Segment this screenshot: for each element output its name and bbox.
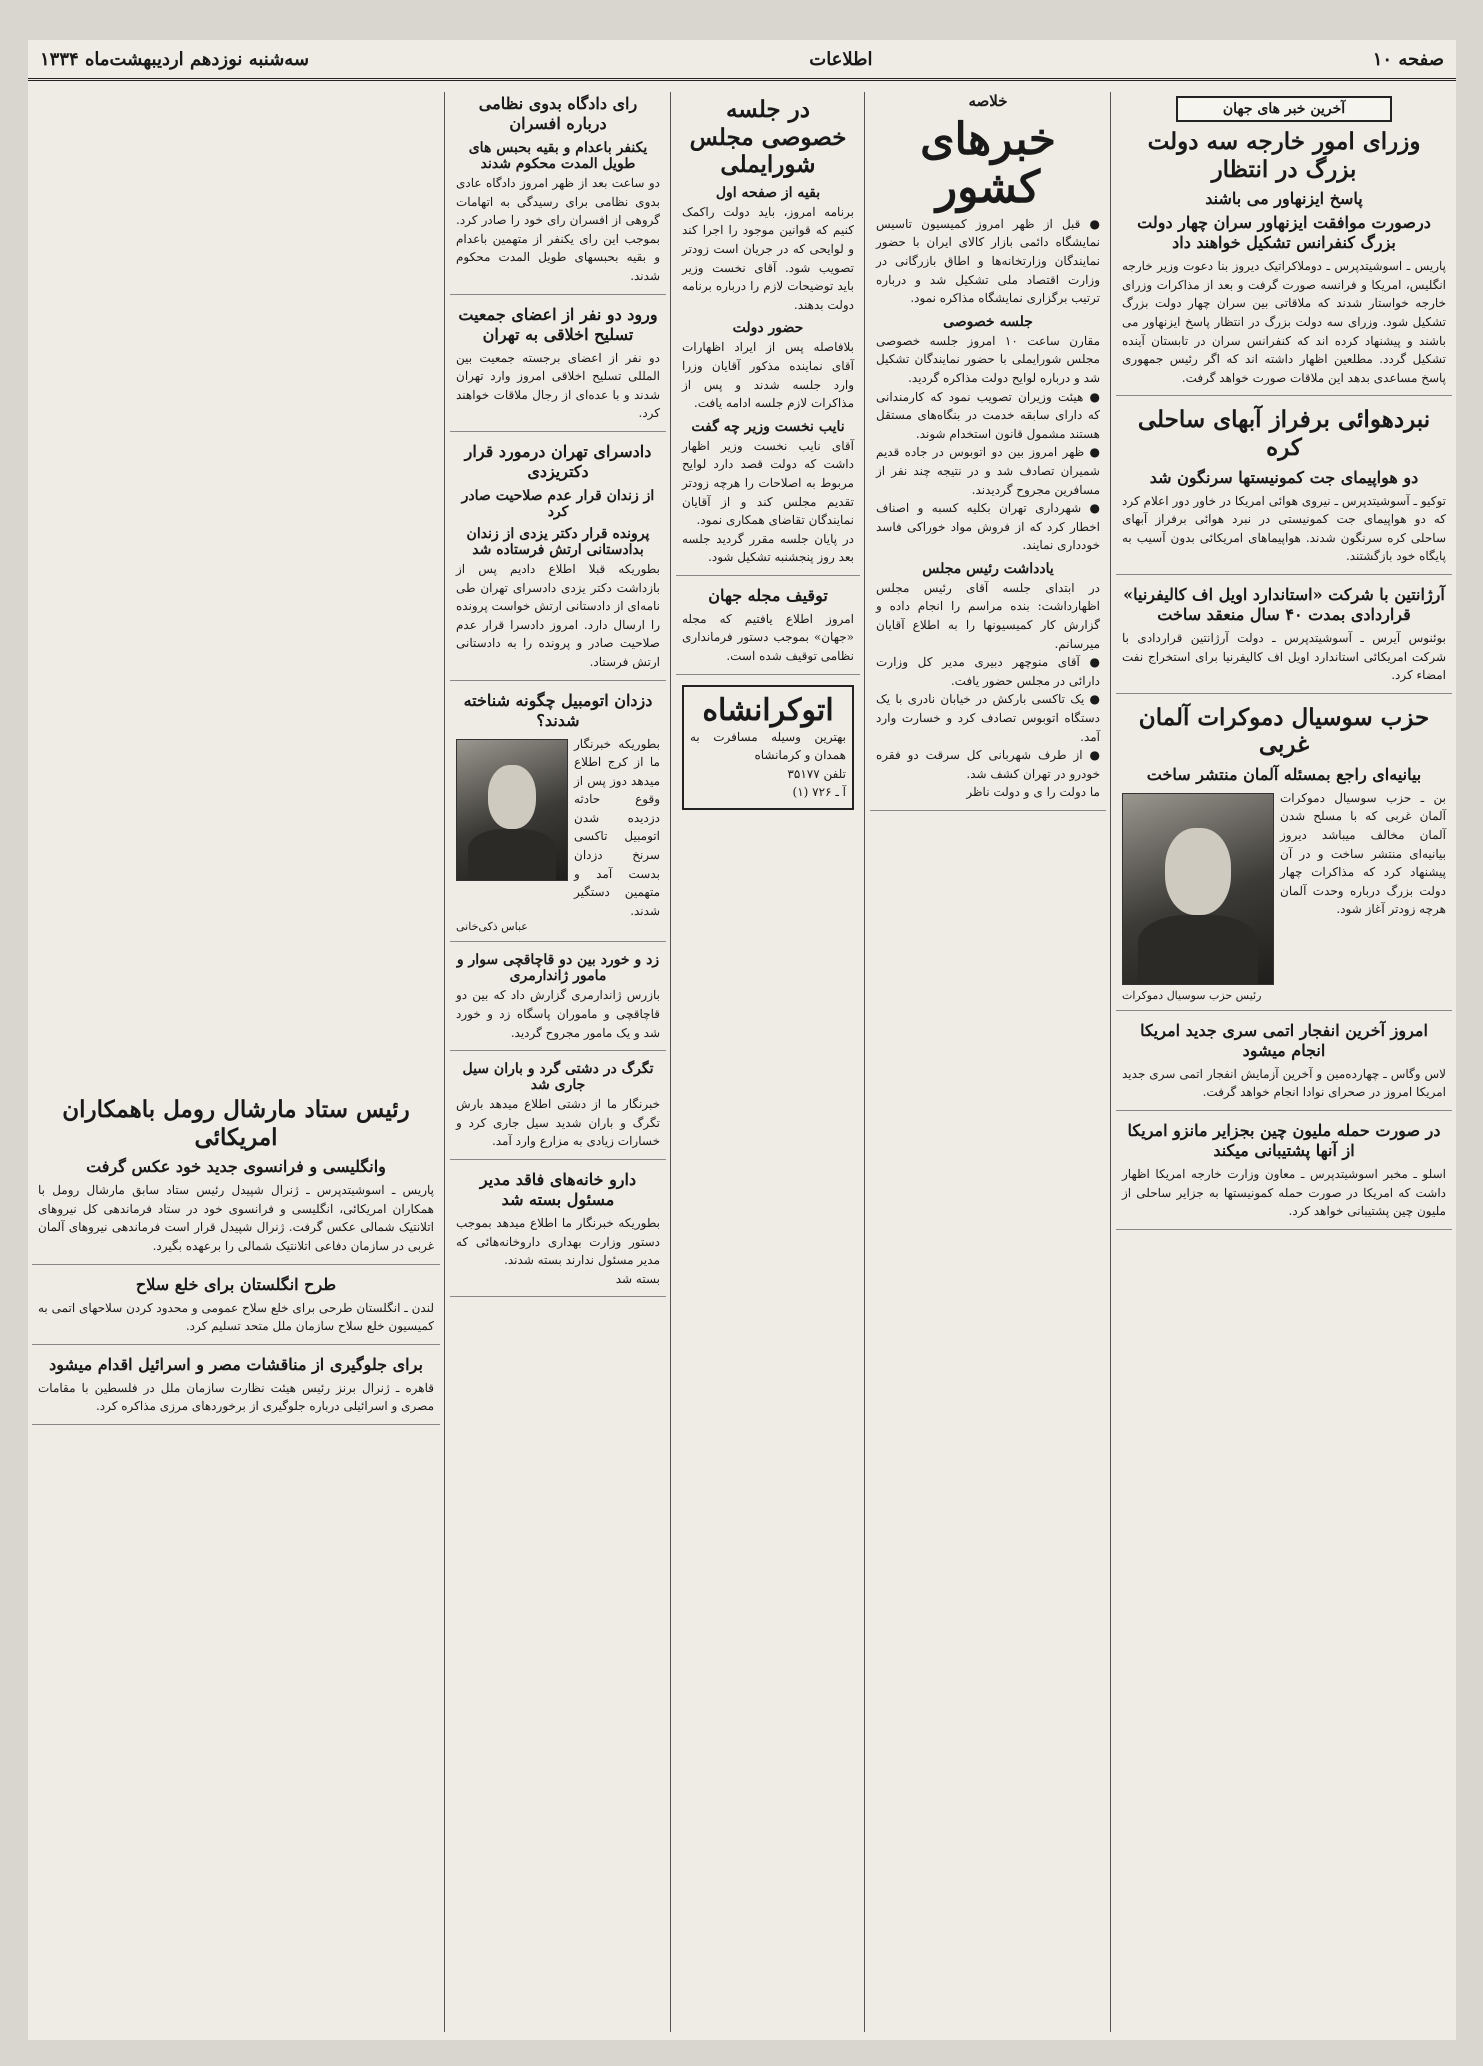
advertisement bbox=[682, 685, 854, 810]
section-title: خبرهای کشور bbox=[920, 114, 1056, 214]
brief: ● یک تاکسی بارکش در خیابان نادری با یک دستگاه اتوبوس تصادف کرد و خسارت وارد آمد. bbox=[876, 692, 1100, 744]
column-rule bbox=[444, 92, 445, 2032]
column-rule bbox=[864, 92, 865, 2032]
article-body: اسلو ـ مخبر اسوشیتدپرس ـ معاون وزارت خارجه امریکا اظهار داشت که امریکا در صورت حمله کمونیستها به جزایر ساحلی از ملیون چین پشتیبانی خواهد کرد. bbox=[1122, 1167, 1446, 1219]
article-body: توکیو ـ آسوشیتدپرس ـ نیروی هوائی امریکا در خاور دور اعلام کرد که دو هواپیمای جت کمونیستی در نبرد هوائی برفراز آبهای ساحلی کره سرنگون شدند. هواپیماهای امریکائی بدون آسیب به پایگاه خود بازگشتند. bbox=[1122, 493, 1446, 564]
article-car-thieves bbox=[450, 691, 666, 943]
headline: امروز آخرین انفجار اتمی سری جدید امریکا انجام میشود bbox=[1140, 1020, 1428, 1060]
article-spd-germany bbox=[1116, 704, 1452, 1011]
column-world-news bbox=[1116, 92, 1452, 2032]
article-atomic-test bbox=[1116, 1021, 1452, 1111]
subhead: جلسه خصوصی bbox=[943, 313, 1033, 330]
article-foreign-ministers bbox=[1116, 128, 1452, 396]
page-number: صفحه ۱۰ bbox=[1372, 48, 1444, 70]
footer-line: ما دولت را ی و دولت ناظر bbox=[966, 785, 1100, 800]
brief: ● قبل از ظهر امروز کمیسیون تاسیس نمایشگاه دائمی بازار کالای ایران با حضور نمایندگان وزارتخانه‌ها و اطاق بازرگانی در وزارت اقتصاد ملی تشکیل شد و درباره ترتیب برگزاری نمایشگاه مذاکره نمود. bbox=[876, 216, 1100, 306]
column-majlis-session bbox=[676, 92, 860, 2032]
article-jahan-magazine bbox=[676, 586, 860, 675]
ad-phone: تلفن ۳۵۱۷۷ bbox=[787, 766, 846, 781]
ad-code: آ ـ ۷۲۶ (۱) bbox=[792, 785, 846, 800]
headline: رای دادگاه بدوی نظامی درباره افسران bbox=[478, 94, 638, 133]
subheadline: از زندان قرار عدم صلاحیت صادر کرد bbox=[461, 487, 655, 520]
subheadline: یکنفر باعدام و بقیه بحبس های طویل المدت محکوم شدند bbox=[468, 140, 648, 172]
article-matsu-islands bbox=[1116, 1121, 1452, 1230]
article-body: دو نفر از اعضای برجسته جمعیت بین المللی تسلیح اخلاقی امروز وارد تهران شدند و با عده‌ای از رجال ملاقات خواهند کرد. bbox=[456, 350, 660, 421]
subhead: نایب نخست وزیر چه گفت bbox=[691, 418, 845, 435]
brief: ● از طرف شهربانی کل سرقت دو فقره خودرو در تهران کشف شد. bbox=[876, 748, 1100, 781]
article-smugglers-clash bbox=[450, 952, 666, 1051]
issue-date: سه‌شنبه نوزدهم اردیبهشت‌ماه ۱۳۳۴ bbox=[40, 48, 310, 70]
section-box: آخرین خبر های جهان bbox=[1176, 96, 1392, 122]
paper-name: اطلاعات bbox=[809, 48, 873, 70]
portrait-photo bbox=[456, 739, 568, 881]
headline: آرژانتین با شرکت «استاندارد اویل اف کالیفرنیا» قراردادی بمدت ۴۰ سال منعقد ساخت bbox=[1123, 584, 1445, 624]
headline: برای جلوگیری از مناقشات مصر و اسرائیل اقدام میشود bbox=[49, 1354, 423, 1374]
article-body: بطوریکه خبرنگار ما اطلاع میدهد بموجب دستور وزارت بهداری داروخانه‌هائی که مدیر مسئول ندارند بسته شدند. bbox=[456, 1216, 660, 1268]
photo-caption: رئیس حزب سوسیال دموکرات bbox=[1122, 988, 1262, 1002]
article-body: لندن ـ انگلستان طرحی برای خلع سلاح عمومی و محدود کردن سلاحهای اتمی به کمیسیون خلع سلاح سازمان ملل متحد تسلیم کرد. bbox=[38, 1300, 434, 1334]
subheadline: پرونده قرار دکتر یزدی از زندان بدادستانی ارتش فرستاده شد bbox=[466, 525, 650, 558]
column-world-wide bbox=[32, 92, 440, 2032]
article-body: امروز اطلاع یافتیم که مجله «جهان» بموجب دستور فرمانداری نظامی توقیف شده است. bbox=[682, 611, 854, 664]
article-body: آقای نایب نخست وزیر اظهار داشت که دولت قصد دارد لوایح مربوط به اصلاحات را هرچه زودتر تقدیم مجلس کند و از آقایان نمایندگان تقاضای همکاری نمود. bbox=[682, 438, 854, 528]
article-body: در پایان جلسه مقرر گردید جلسه بعد روز پنجشنبه تشکیل شود. bbox=[682, 531, 854, 565]
subheadline: درصورت موافقت ایزنهاور سران چهار دولت بزرگ کنفرانس تشکیل خواهند داد bbox=[1137, 213, 1431, 253]
article-hail-flood bbox=[450, 1061, 666, 1160]
article-korea-air-battle bbox=[1116, 406, 1452, 575]
article-military-court bbox=[450, 94, 666, 295]
newspaper-page bbox=[28, 40, 1456, 2040]
continuation-note: بقیه از صفحه اول bbox=[715, 184, 821, 201]
portrait-photo bbox=[1122, 793, 1274, 985]
headline: حزب سوسیال دموکرات آلمان غربی bbox=[1138, 703, 1430, 759]
article-body: بطوریکه قبلا اطلاع دادیم پس از بازداشت دکتر یزدی دادسرای تهران طی نامه‌ای از دادستانی ارتش خواست پرونده را ارسال دارد. امروز دادسرا قرار عدم صلاحیت صادر و پرونده را به دادستانی ارتش فرستاد. bbox=[456, 561, 660, 669]
headline: نبردهوائی برفراز آبهای ساحلی کره bbox=[1137, 406, 1431, 461]
headline: وزرای امور خارجه سه دولت بزرگ در انتظار bbox=[1147, 128, 1421, 183]
article-end: بسته شد bbox=[615, 1271, 660, 1286]
brief: ● شهرداری تهران بکلیه کسبه و اصناف اخطار کرد که از فروش مواد خوراکی فاسد خودداری نمایند. bbox=[876, 501, 1100, 553]
article-body: برنامه امروز، باید دولت راکمک کنیم که قوانین موجود را اجرا کند و لوایحی که در جریان است زودتر تصویب شود. آقای نخست وزیر باید توضیحات لازم را درباره برنامه دولت بدهند. bbox=[682, 204, 854, 312]
brief: مقارن ساعت ۱۰ امروز جلسه خصوصی مجلس شورایملی با حضور نمایندگان تشکیل شد و درباره لوایح دولت مذاکره گردید. bbox=[876, 333, 1100, 385]
headline: دزدان اتومبیل چگونه شناخته شدند؟ bbox=[463, 690, 653, 730]
subhead: حضور دولت bbox=[732, 320, 804, 337]
article-body: دو ساعت بعد از ظهر امروز دادگاه عادی بدوی نظامی برای رسیدگی به اتهامات گروهی از افسران رای خود را صادر کرد. بموجب این رای یکنفر از متهمین باعدام و بقیه بحبسهای طویل المدت محکوم شدند. bbox=[456, 176, 660, 283]
brief: ● آقای منوچهر دبیری مدیر کل وزارت دارائی در مجلس حضور یافت. bbox=[876, 655, 1100, 688]
column-rule bbox=[670, 92, 671, 2032]
column-court-news bbox=[450, 92, 666, 2032]
brief: ● هیئت وزیران تصویب نمود که کارمندانی که دارای سابقه خدمت در بنگاه‌های مستقل هستند مشمول قانون استخدام شوند. bbox=[876, 389, 1100, 441]
article-majlis bbox=[676, 96, 860, 576]
headline: دادسرای تهران درمورد قرار دکتریزدی bbox=[464, 441, 652, 481]
headline: ورود دو نفر از اعضای جمعیت تسلیح اخلاقی به تهران bbox=[458, 304, 658, 344]
article-rommel-chief bbox=[32, 1096, 440, 1265]
article-body: بلافاصله پس از ایراد اظهارات آقای نماینده مذکور آقایان وزرا وارد جلسه شدند و پس از مذاکرات لازم جلسه ادامه یافت. bbox=[682, 340, 854, 411]
article-pharmacies-closed bbox=[450, 1170, 666, 1297]
article-body: بازرس ژاندارمری گزارش داد که بین دو قاچاقچی و ماموران پاسگاه زد و خورد شد و یک مامور مجروح گردید. bbox=[456, 988, 660, 1040]
article-body: لاس وگاس ـ چهارده‌مین و آخرین آزمایش انفجار اتمی سری جدید امریکا امروز در صحرای نوادا انجام خواهد گرفت. bbox=[1122, 1066, 1446, 1100]
ad-logo: اتوکرانشاه bbox=[702, 692, 834, 728]
article-moral-rearmament bbox=[450, 305, 666, 432]
article-egypt-israel bbox=[32, 1355, 440, 1425]
headline: طرح انگلستان برای خلع سلاح bbox=[135, 1274, 337, 1294]
upper-area bbox=[32, 92, 440, 1092]
article-body: خبرنگار ما از دشتی اطلاع میدهد بارش تگرگ و باران شدید سیل جاری کرد و خسارات زیادی به مزارع وارد آمد. bbox=[456, 1097, 660, 1149]
subhead: یادداشت رئیس مجلس bbox=[922, 560, 1054, 577]
article-body: بوئنوس آیرس ـ آسوشیتدپرس ـ دولت آرژانتین قراردادی با شرکت امریکائی استاندارد اویل اف کالیفرنیا برای استخراج نفت امضاء کرد. bbox=[1122, 630, 1446, 683]
subheadline: بیانیه‌ای راجع بمسئله آلمان منتشر ساخت bbox=[1146, 764, 1422, 784]
article-body: پاریس ـ اسوشیتدپرس ـ ژنرال شپیدل رئیس ستاد سابق مارشال رومل با همکاران امریکائی، انگلیسی و فرانسوی خود در ستاد فرماندهی کل نیروهای اتلانتیک شمالی عکس گرفت. ژنرال شپیدل قرار است فرماندهی نیروهای آلمان غربی در سازمان دفاعی اتلانتیک شمالی را برعهده بگیرد. bbox=[38, 1183, 434, 1253]
headline: دارو خانه‌های فاقد مدیر مسئول بسته شد bbox=[479, 1170, 637, 1209]
article-disarmament bbox=[32, 1275, 440, 1345]
headline: رئیس ستاد مارشال رومل باهمکاران امریکائی bbox=[62, 1096, 410, 1151]
subheadline: پاسخ ایزنهاور می باشند bbox=[1205, 189, 1363, 209]
ad-text: بهترین وسیله مسافرت به همدان و کرمانشاه bbox=[690, 729, 846, 763]
article-argentina-oil bbox=[1116, 585, 1452, 694]
article-body: قاهره ـ ژنرال برنز رئیس هیئت نظارت سازمان ملل در فلسطین با مقامات مصری و اسرائیلی درباره جلوگیری از برخوردهای مرزی مذاکره کرد. bbox=[38, 1380, 434, 1414]
column-domestic-summary bbox=[870, 92, 1106, 2032]
kicker: خلاصه bbox=[968, 92, 1008, 110]
headline: در صورت حمله ملیون چین بجزایر مانزو امریکا از آنها پشتیبانی میکند bbox=[1127, 1121, 1441, 1161]
subheadline: دو هواپیمای جت کمونیستها سرنگون شد bbox=[1149, 467, 1419, 487]
brief: ● ظهر امروز بین دو اتوبوس در جاده قدیم شمیران تصادف شد و در نتیجه چند نفر از مسافرین مجروح گردیدند. bbox=[876, 445, 1100, 497]
brief: در ابتدای جلسه آقای رئیس مجلس اظهارداشت: بنده مراسم را انجام داده و گزارش کار کمیسیونها را به اطلاع آقایان میرسانم. bbox=[876, 580, 1100, 651]
masthead bbox=[28, 40, 1456, 81]
article-body: پاریس ـ اسوشیتدپرس ـ دوملاکراتیک دیروز بنا دعوت وزیر خارجه انگلیس، امریکا و فرانسه صورت گرفت و بعد از مذاکرات وزرای خارجه خواستار شدند که ملاقاتی بین سران چهار دولت بزرگ تشکیل شود. وزرای سه دولت بزرگ در انتظار پاسخ ایزنهاور می باشند و پیشنهاد کرده اند که کنفرانس سران در تابستان آینده تشکیل گردد. مطلعین اظهار داشته اند که اگر رئیس جمهوری پاسخ مساعدی بدهد این ملاقات صورت خواهد گرفت. bbox=[1122, 259, 1446, 385]
article-dr-yazdi bbox=[450, 442, 666, 681]
domestic-briefs bbox=[870, 215, 1106, 811]
headline: زد و خورد بین دو قاچاقچی سوار و مامور ژاندارمری bbox=[456, 952, 660, 985]
headline: در جلسه خصوصی مجلس شورایملی bbox=[689, 96, 847, 179]
headline: تگرگ در دشتی گرد و باران سیل جاری شد bbox=[462, 1061, 654, 1094]
photo-caption: عباس ذکی‌خانی bbox=[456, 920, 528, 934]
article-body: بطوریکه خبرنگار ما از کرج اطلاع میدهد دوز پس از وقوع حادثه دزدیده شدن اتومبیل تاکسی سرنخ دزدان بدست آمد و متهمین دستگیر شدند. bbox=[574, 736, 660, 918]
column-rule bbox=[1110, 92, 1111, 2032]
subheadline: وانگلیسی و فرانسوی جدید خود عکس گرفت bbox=[86, 1157, 386, 1177]
headline: توقیف مجله جهان bbox=[708, 585, 828, 605]
article-body: بن ـ حزب سوسیال دموکرات آلمان غربی که با مسلح شدن آلمان مخالف میباشد دیروز بیانیه‌ای منتشر ساخت و در آن پیشنهاد کرد که مذاکرات چهار دولت بزرگ درباره وحدت آلمان هرچه زودتر آغاز شود. bbox=[1280, 790, 1446, 917]
